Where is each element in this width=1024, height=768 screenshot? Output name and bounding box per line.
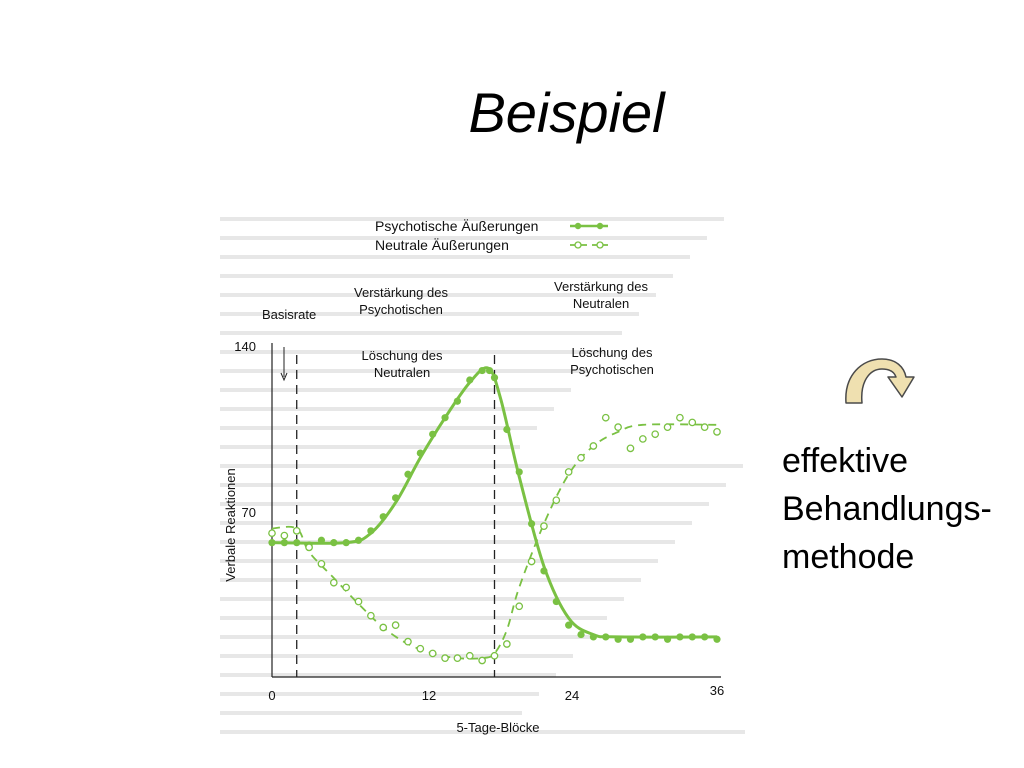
neutral-data-point bbox=[479, 657, 485, 663]
neutral-data-point bbox=[615, 424, 621, 430]
psychotic-data-point bbox=[602, 633, 609, 640]
x-tick-label: 24 bbox=[564, 688, 580, 703]
background-text-line bbox=[220, 255, 690, 259]
psychotic-data-point bbox=[293, 539, 300, 546]
neutral-data-point bbox=[541, 523, 547, 529]
neutral-data-point bbox=[269, 530, 275, 536]
background-text-lines bbox=[220, 217, 745, 734]
phase-label-bottom-2: Löschung des Psychotischen bbox=[570, 345, 654, 377]
background-text-line bbox=[220, 388, 571, 392]
neutral-data-point bbox=[442, 655, 448, 661]
chart-legend bbox=[375, 218, 608, 253]
background-text-line bbox=[220, 635, 590, 639]
neutral-data-point bbox=[405, 638, 411, 644]
psychotic-data-point bbox=[553, 598, 560, 605]
legend-solid-marker bbox=[597, 223, 603, 229]
neutral-data-point bbox=[701, 424, 707, 430]
phase-label-bottom-1: Löschung des Neutralen bbox=[361, 348, 443, 380]
psychotic-data-point bbox=[367, 527, 374, 534]
psychotic-data-point bbox=[392, 494, 399, 501]
background-text-line bbox=[220, 616, 607, 620]
phase-label-top-1: Verstärkung des Psychotischen bbox=[354, 285, 448, 317]
psychotic-data-point bbox=[318, 537, 325, 544]
psychotic-data-point bbox=[404, 471, 411, 478]
neutral-data-point bbox=[565, 469, 571, 475]
neutral-data-point bbox=[454, 655, 460, 661]
psychotic-data-point bbox=[590, 633, 597, 640]
neutral-data-point bbox=[640, 436, 646, 442]
psychotic-data-point bbox=[454, 398, 461, 405]
psychotic-data-point bbox=[713, 636, 720, 643]
chart-figure bbox=[200, 205, 760, 745]
neutral-data-point bbox=[590, 443, 596, 449]
x-tick-label: 0 bbox=[268, 688, 276, 703]
legend-entry: Neutrale Äußerungen bbox=[375, 237, 509, 253]
neutral-data-point bbox=[429, 650, 435, 656]
psychotic-data-point bbox=[503, 426, 510, 433]
psychotic-data-point bbox=[540, 567, 547, 574]
psychotic-data-point bbox=[528, 520, 535, 527]
psychotic-data-point bbox=[330, 539, 337, 546]
psychotic-data-point bbox=[491, 374, 498, 381]
neutral-data-point bbox=[318, 561, 324, 567]
side-caption bbox=[782, 437, 992, 581]
background-text-line bbox=[220, 578, 641, 582]
background-text-line bbox=[220, 521, 692, 525]
background-text-line bbox=[220, 445, 520, 449]
background-text-line bbox=[220, 502, 709, 506]
background-text-line bbox=[220, 464, 743, 468]
psychotic-data-point bbox=[627, 636, 634, 643]
legend-entry: Psychotische Äußerungen bbox=[375, 218, 539, 234]
legend-dashed-marker bbox=[597, 242, 603, 248]
chart-axes bbox=[272, 343, 721, 677]
phase-label-basisrate: Basisrate bbox=[262, 307, 317, 322]
psychotic-data-point bbox=[639, 633, 646, 640]
neutral-data-point bbox=[417, 646, 423, 652]
side-caption-line: methode bbox=[782, 538, 915, 576]
neutral-data-point bbox=[294, 528, 300, 534]
curved-arrow-icon bbox=[840, 355, 920, 405]
psychotic-data-point bbox=[268, 539, 275, 546]
neutral-data-point bbox=[504, 641, 510, 647]
psychotic-data-point bbox=[664, 636, 671, 643]
side-caption-line: effektive bbox=[782, 442, 909, 480]
y-tick-label: 70 bbox=[241, 505, 256, 520]
neutral-data-point bbox=[355, 598, 361, 604]
psychotic-data-point bbox=[417, 449, 424, 456]
psychotic-data-point bbox=[429, 431, 436, 438]
psychotic-data-point bbox=[565, 622, 572, 629]
x-axis-label: 5-Tage-Blöcke bbox=[456, 720, 540, 735]
neutral-data-point bbox=[392, 622, 398, 628]
background-text-line bbox=[220, 426, 537, 430]
y-axis-label: Verbale Reaktionen bbox=[223, 468, 238, 582]
x-tick-label: 36 bbox=[709, 683, 725, 698]
neutral-data-point bbox=[627, 445, 633, 451]
neutral-data-point bbox=[467, 653, 473, 659]
background-text-line bbox=[220, 483, 726, 487]
slide-title: Beispiel bbox=[468, 81, 665, 144]
psychotic-data-point bbox=[676, 633, 683, 640]
psychotic-data-point bbox=[466, 376, 473, 383]
psychotic-data-point bbox=[343, 539, 350, 546]
psychotic-data-point bbox=[577, 631, 584, 638]
neutral-data-point bbox=[689, 419, 695, 425]
psychotic-data-point bbox=[441, 414, 448, 421]
neutral-data-point bbox=[578, 455, 584, 461]
psychotic-data-point bbox=[701, 633, 708, 640]
background-text-line bbox=[220, 331, 622, 335]
psychotic-data-point bbox=[689, 633, 696, 640]
neutral-data-point bbox=[491, 653, 497, 659]
neutral-data-point bbox=[528, 558, 534, 564]
neutral-data-point bbox=[603, 415, 609, 421]
psychotic-data-point bbox=[479, 367, 486, 374]
legend-dashed-marker bbox=[575, 242, 581, 248]
neutral-data-point bbox=[516, 603, 522, 609]
background-text-line bbox=[220, 654, 573, 658]
background-text-line bbox=[220, 559, 658, 563]
psychotic-data-point bbox=[516, 468, 523, 475]
legend-solid-marker bbox=[575, 223, 581, 229]
psychotic-data-point bbox=[380, 513, 387, 520]
neutral-data-point bbox=[306, 544, 312, 550]
neutral-data-point bbox=[281, 532, 287, 538]
y-tick-label: 140 bbox=[234, 339, 256, 354]
neutral-data-point bbox=[652, 431, 658, 437]
neutral-data-point bbox=[714, 429, 720, 435]
x-tick-label: 12 bbox=[421, 688, 437, 703]
neutral-data-point bbox=[368, 613, 374, 619]
background-text-line bbox=[220, 274, 673, 278]
phase-label-top-2: Verstärkung des Neutralen bbox=[554, 279, 648, 311]
background-text-line bbox=[220, 597, 624, 601]
psychotic-data-point bbox=[486, 367, 493, 374]
neutral-data-point bbox=[664, 424, 670, 430]
background-text-line bbox=[220, 711, 522, 715]
neutral-data-point bbox=[553, 497, 559, 503]
neutral-data-point bbox=[343, 584, 349, 590]
psychotic-data-point bbox=[615, 636, 622, 643]
psychotic-data-point bbox=[281, 539, 288, 546]
side-caption-line: Behandlungs- bbox=[782, 490, 992, 528]
psychotic-data-point bbox=[355, 537, 362, 544]
neutral-data-point bbox=[677, 415, 683, 421]
neutral-data-point bbox=[331, 580, 337, 586]
neutral-data-point bbox=[380, 624, 386, 630]
psychotic-data-point bbox=[652, 633, 659, 640]
